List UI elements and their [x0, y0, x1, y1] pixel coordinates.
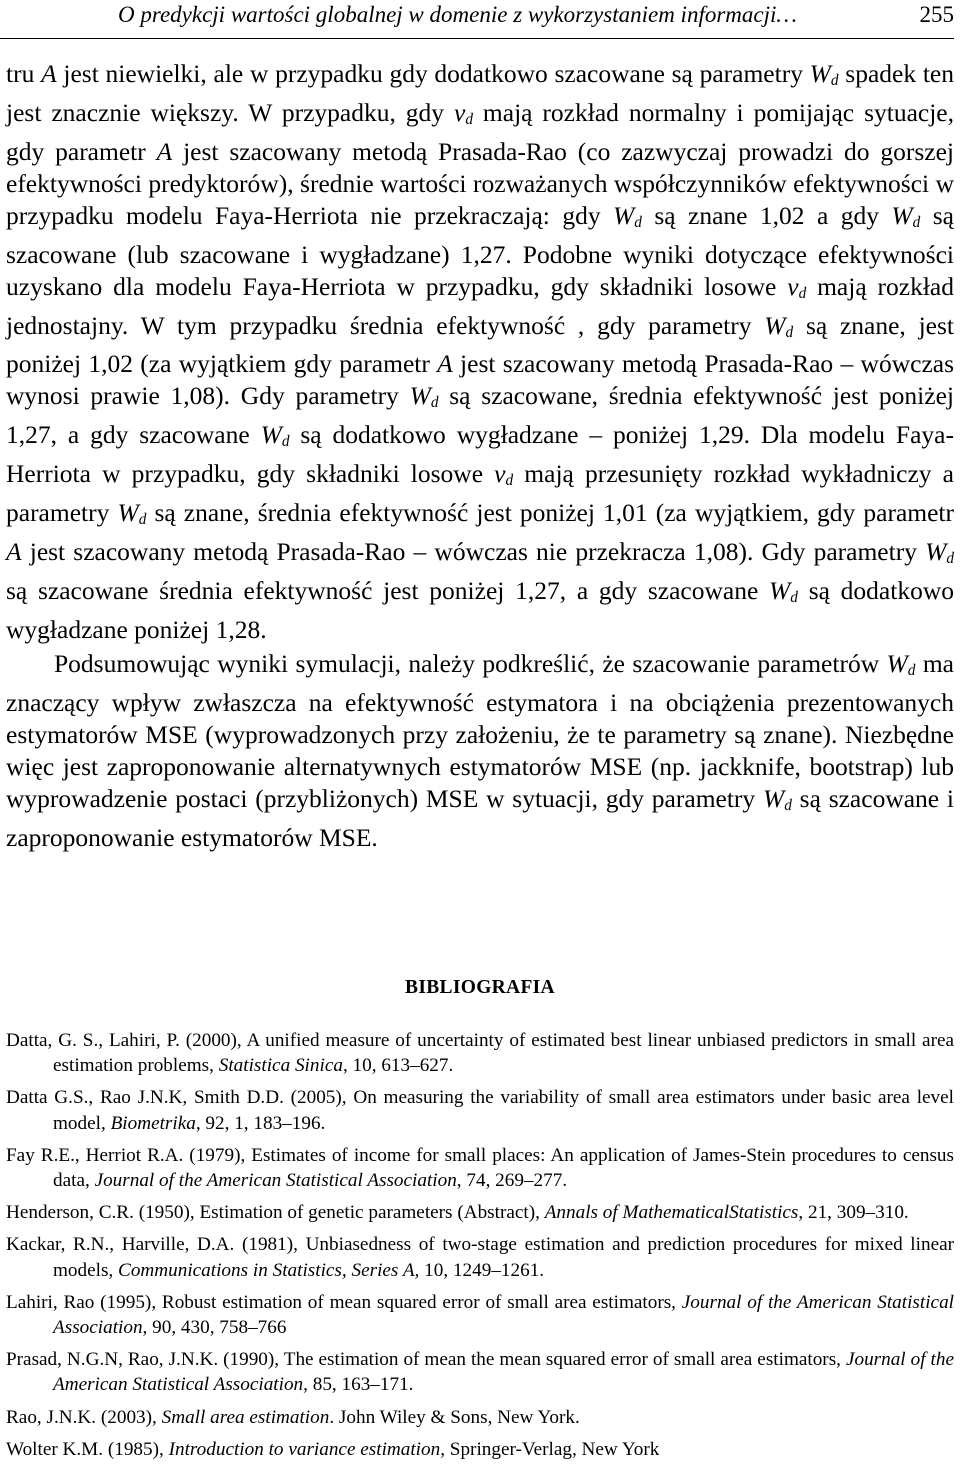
text-run: spadek ten jest znacznie większy. W przypadku, gdy — [6, 59, 954, 127]
text-run: Rao, J.N.K. (2003), — [6, 1406, 162, 1428]
body-text — [6, 58, 954, 854]
italic-text: Small area estimation — [161, 1406, 330, 1428]
text-run: są znane, jest poniżej 1,02 (za wyjątkiem gdy parametr — [6, 310, 955, 379]
subscript: d — [946, 550, 954, 568]
text-run: ma znaczący wpływ zwłaszcza na efektywność estymatora i na obciążenia prezentowanych estymatorów MSE (wyprowadzonych przy założeniu, że te parametry są znane). Niezbędne więc jest zaproponowanie alternatywnych estymatorów MSE (np. jackknife, bootstrap) lub wyprowadzenie postaci (przybliżonych) MSE w sytuacji, gdy parametry — [6, 649, 955, 813]
reference-entry — [6, 1200, 954, 1225]
text-run: Wolter K.M. (1985), — [6, 1438, 169, 1460]
body-paragraph — [6, 648, 954, 854]
subscript: d — [830, 72, 839, 90]
italic-text: Introduction to variance estimation — [168, 1438, 441, 1460]
text-run: , 90, 430, 758–766 — [142, 1317, 287, 1339]
italic-text: W — [769, 576, 791, 606]
text-run: tru — [6, 59, 42, 88]
text-run: jest szacowany metodą Prasada-Rao – wówczas wynosi prawie 1,08). Gdy parametry — [6, 349, 955, 411]
italic-text: W — [613, 200, 635, 230]
reference-list — [6, 1028, 954, 1469]
italic-text: Journal of the American Statistical Association — [53, 1349, 954, 1396]
text-run: Kackar, R.N., Harville, D.A. (1981), Unbiasedness of two-stage estimation and prediction procedures for mixed linear models, — [6, 1234, 954, 1281]
reference-entry — [6, 1143, 954, 1193]
text-run: Datta, G. S., Lahiri, P. (2000), A unified measure of uncertainty of estimated best linear unbiased predictors in small area estimation problems, — [6, 1030, 954, 1077]
italic-text: Statistica Sinica — [218, 1055, 343, 1077]
subscript: d — [281, 433, 290, 451]
bibliography-heading: BIBLIOGRAFIA — [405, 977, 555, 998]
reference-entry — [6, 1347, 954, 1397]
text-run: są szacowane średnia efektywność jest poniżej 1,27, a gdy szacowane — [6, 576, 770, 606]
italic-text: v — [494, 459, 506, 489]
text-run: , 92, 1, 183–196. — [195, 1112, 326, 1134]
italic-text: W — [809, 59, 831, 88]
text-run: są znane 1,02 a gdy — [641, 200, 892, 230]
text-run: Fay R.E., Herriot R.A. (1979), Estimates of income for small places: An application of James-Stein procedures to census data, — [6, 1144, 954, 1192]
subscript: d — [784, 796, 792, 814]
italic-text: Annals of MathematicalStatistics — [544, 1202, 799, 1224]
reference-entry — [6, 1437, 954, 1462]
text-run: 10, 1249–1261. — [419, 1259, 545, 1281]
italic-text: Journal of the American Statistical Association — [94, 1170, 457, 1192]
italic-text: A — [437, 349, 453, 379]
reference-entry — [6, 1028, 954, 1078]
running-title: O predykcji wartości globalnej w domenie z wykorzystaniem informacji… — [118, 2, 797, 27]
subscript: d — [634, 213, 642, 231]
italic-text: A — [6, 537, 22, 567]
italic-text: Journal of the American Statistical Association — [53, 1291, 954, 1339]
reference-entry — [6, 1405, 954, 1430]
subscript: d — [465, 111, 473, 128]
text-run: Henderson, C.R. (1950), Estimation of genetic parameters (Abstract), — [6, 1202, 545, 1224]
text-run: Lahiri, Rao (1995), Robust estimation of mean squared error of small area estimators, — [6, 1291, 682, 1313]
reference-entry — [6, 1085, 954, 1135]
page-number: 255 — [919, 2, 954, 27]
text-run: mają rozkład jednostajny. W tym przypadku średnia efektywność , gdy parametry — [6, 271, 954, 340]
italic-text: W — [891, 200, 913, 230]
italic-text: v — [787, 271, 799, 301]
text-run: Podsumowując wyniki symulacji, należy podkreślić, że szacowanie parametrów — [54, 649, 887, 679]
text-run: mają przesunięty rozkład wykładniczy a parametry — [6, 459, 954, 528]
italic-text: W — [409, 381, 431, 411]
text-run: są dodatkowo wygładzane – poniżej 1,29. Dla modelu Faya-Herriota w przypadku, gdy składniki losowe — [6, 420, 954, 489]
italic-text: A — [41, 59, 57, 88]
text-run: są znane, średnia efektywność jest poniżej 1,01 (za wyjątkiem, gdy parametr — [146, 498, 955, 528]
subscript: d — [785, 323, 794, 341]
italic-text: A — [156, 136, 173, 166]
subscript: d — [790, 589, 798, 607]
subscript: d — [912, 213, 921, 231]
text-run: są szacowane i zaproponowanie estymatorów MSE. — [6, 783, 954, 852]
text-run: są dodatkowo wygładzane poniżej 1,28. — [6, 576, 954, 645]
text-run: , 21, 309–310. — [798, 1202, 909, 1224]
text-run: mają rozkład normalny i pomijając sytuacje, gdy parametr — [6, 97, 954, 166]
italic-text: W — [764, 310, 786, 340]
italic-text: Communications in Statistics, Series A, — [118, 1259, 420, 1281]
subscript: d — [138, 511, 147, 529]
subscript: d — [505, 472, 514, 490]
text-run: , 85, 163–171. — [303, 1374, 414, 1396]
text-run: , Springer-Verlag, New York — [440, 1438, 660, 1460]
subscript: d — [430, 394, 439, 412]
italic-text: v — [453, 97, 466, 127]
text-run: jest niewielki, ale w przypadku gdy dodatkowo szacowane są parametry — [56, 59, 810, 88]
text-run: są szacowane (lub szacowane i wygładzane) 1,27. Podobne wyniki dotyczące efektywności uzyskano dla modelu Faya-Herriota w przypadku, gdy składniki losowe — [6, 200, 955, 301]
text-run: są szacowane, średnia efektywność jest poniżej 1,27, a gdy szacowane — [6, 381, 954, 450]
text-run: . John Wiley & Sons, New York. — [329, 1406, 580, 1428]
running-header — [0, 0, 954, 39]
italic-text: W — [925, 537, 947, 567]
reference-entry — [6, 1290, 954, 1340]
italic-text: W — [260, 420, 282, 450]
italic-text: Biometrika — [110, 1112, 196, 1134]
italic-text: W — [886, 649, 908, 679]
subscript: d — [907, 662, 916, 680]
italic-text: W — [117, 498, 139, 528]
text-run: jest szacowany metodą Prasada-Rao – wówczas nie przekracza 1,08). Gdy parametry — [21, 537, 926, 567]
reference-entry — [6, 1232, 954, 1282]
text-run: Prasad, N.G.N, Rao, J.N.K. (1990), The estimation of mean the mean squared error of small area estimators, — [6, 1349, 846, 1371]
text-run: , 74, 269–277. — [456, 1170, 568, 1192]
text-run: jest szacowany metodą Prasada-Rao (co zazwyczaj prowadzi do gorszej efektywności predyktorów), średnie wartości rozważanych współczynników efektywności w przypadku modelu Faya-Herriota nie przekraczają: gdy — [6, 136, 954, 230]
text-run: Datta G.S., Rao J.N.K, Smith D.D. (2005), On measuring the variability of small area estimators under basic area level model, — [6, 1087, 954, 1134]
body-paragraph — [6, 58, 954, 646]
italic-text: W — [762, 783, 785, 813]
text-run: , 10, 613–627. — [342, 1055, 454, 1077]
subscript: d — [798, 284, 807, 302]
